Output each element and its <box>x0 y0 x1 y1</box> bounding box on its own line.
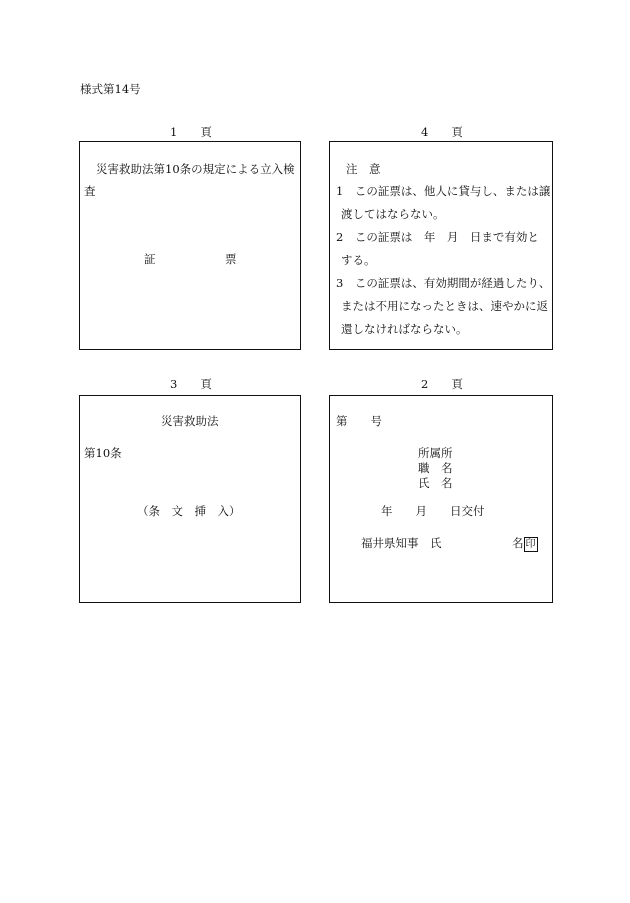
panel2-position: 職 名 <box>418 461 453 475</box>
panel1-cert-char-b: 票 <box>225 252 237 266</box>
panel3-insert-note: （条 文 挿 入） <box>137 504 241 518</box>
panel2-governor: 福井県知事 氏 <box>361 536 442 550</box>
panel4-line: 2 この証票は 年 月 日まで有効と <box>336 230 539 244</box>
panel4-line: 1 この証票は、他人に貸与し、または譲 <box>336 184 551 198</box>
panel2-affiliation: 所属所 <box>418 446 453 460</box>
page-label-4: 4 頁 <box>421 125 463 139</box>
page-label-1: 1 頁 <box>170 125 212 139</box>
panel4-line: する。 <box>341 253 376 267</box>
panel2-number: 第 号 <box>336 414 382 428</box>
panel4-line: 渡してはならない。 <box>341 207 445 221</box>
panel-page-3 <box>79 395 301 603</box>
panel1-title-line1: 災害救助法第10条の規定による立入検 <box>96 162 295 176</box>
panel2-issue-date: 年 月 日交付 <box>381 504 485 518</box>
panel2-name-suffix <box>512 535 538 552</box>
panel4-line: 還しなければならない。 <box>341 322 468 336</box>
panel1-cert-char-a: 証 <box>144 252 156 266</box>
form-number: 様式第14号 <box>80 82 141 96</box>
panel4-line: または不用になったときは、速やかに返 <box>341 299 548 313</box>
panel3-law-title: 災害救助法 <box>161 414 219 428</box>
panel2-name: 氏 名 <box>418 476 453 490</box>
page-label-3: 3 頁 <box>170 377 212 391</box>
panel-page-2 <box>329 395 553 603</box>
panel-page-4 <box>329 141 553 350</box>
panel4-heading: 注 意 <box>346 162 381 176</box>
seal-mark: 印 <box>525 539 536 550</box>
page-label-2: 2 頁 <box>421 377 463 391</box>
panel3-article: 第10条 <box>84 446 122 460</box>
panel-page-1 <box>79 141 301 350</box>
panel2-name-char: 名 <box>512 536 524 550</box>
panel1-title-line2: 査 <box>84 184 96 198</box>
panel4-line: 3 この証票は、有効期間が経過したり、 <box>336 276 551 290</box>
